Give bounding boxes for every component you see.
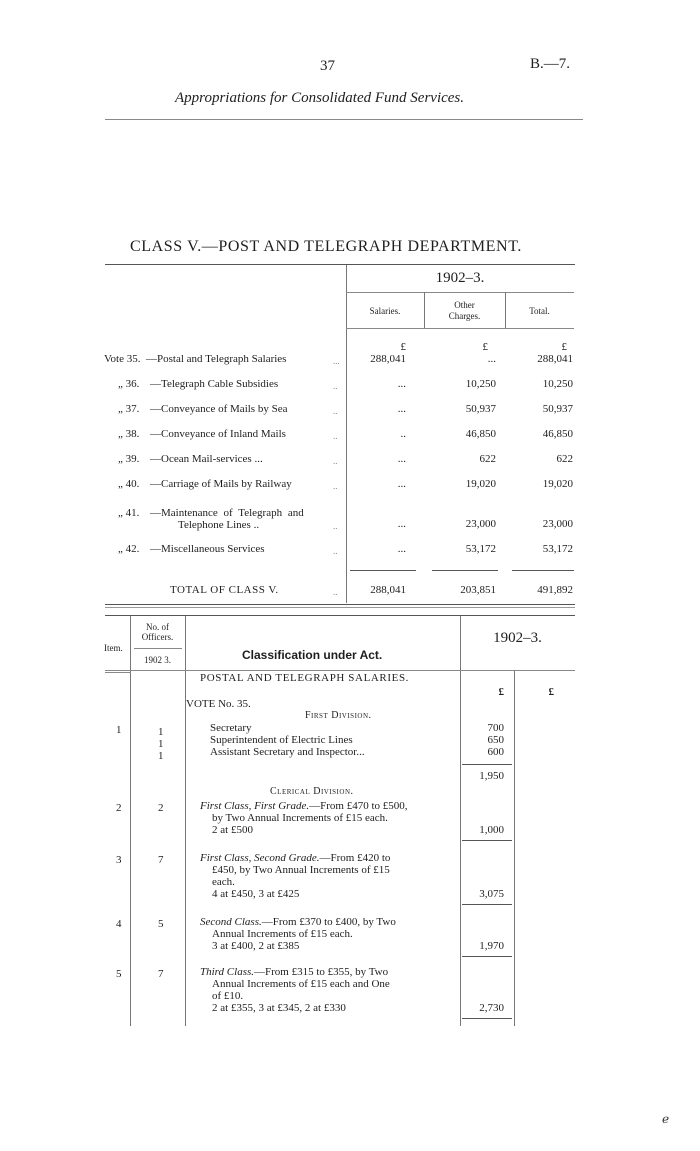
vote-number: „ 40.	[118, 478, 140, 490]
col-total-header: Total.	[529, 306, 550, 316]
salaries-value: ..	[400, 428, 406, 440]
officer-count: 5	[158, 918, 164, 930]
leader-dots: ..	[333, 587, 338, 597]
header-rule	[105, 119, 583, 120]
position-title: Superintendent of Electric Lines	[210, 734, 353, 746]
officer-count: 7	[158, 968, 164, 980]
vote-number: Vote 35.	[104, 353, 141, 365]
sum-rule	[432, 570, 498, 571]
other-charges-value: 23,000	[465, 518, 496, 530]
officer-count: 1	[158, 738, 164, 750]
vote-number: „ 41.	[118, 507, 140, 519]
salaries-value: ...	[397, 518, 406, 530]
vote-label-continued: Telephone Lines ..	[178, 519, 260, 531]
salaries-value: 288,041	[370, 353, 406, 365]
ink-mark: ℯ	[662, 1112, 670, 1126]
grade-total-amount: 1,970	[479, 940, 504, 952]
total-value: 288,041	[537, 353, 573, 365]
total-value: 622	[556, 453, 573, 465]
officer-count: 7	[158, 854, 164, 866]
position-title: Assistant Secretary and Inspector...	[210, 746, 365, 758]
other-charges-value: 53,172	[465, 543, 496, 555]
vote-number: „ 42.	[118, 543, 140, 555]
col-officers-header-line2: Officers.	[141, 632, 174, 642]
running-title: Appropriations for Consolidated Fund Services.	[175, 90, 465, 106]
grade-description-continued: of £10.	[212, 990, 244, 1002]
officer-breakdown: 3 at £400, 2 at £385	[212, 940, 300, 952]
total-value: 46,850	[542, 428, 573, 440]
vote-label: —Postal and Telegraph Salaries	[146, 353, 287, 365]
detail-year: 1902–3.	[493, 630, 542, 646]
grade-description-continued: each.	[212, 876, 235, 888]
total-label: TOTAL OF CLASS V.	[170, 584, 279, 596]
amount-rule	[462, 840, 512, 841]
detail-header-rule-item	[105, 672, 131, 673]
detail-col-divider-item	[130, 616, 131, 1026]
pound-sign: £	[548, 686, 554, 698]
leader-dots: ..	[333, 521, 338, 531]
col-salaries-header: Salaries.	[369, 306, 401, 316]
leader-dots: ..	[333, 481, 338, 491]
grade-description	[200, 852, 390, 864]
officer-breakdown: 2 at £500	[212, 824, 253, 836]
section-title: POSTAL AND TELEGRAPH SALARIES.	[200, 672, 410, 684]
salaries-value: ...	[397, 543, 406, 555]
amount-rule	[462, 956, 512, 957]
grade-description-continued: Annual Increments of £15 each and One	[212, 978, 390, 990]
grade-range: —From £370 to £400, by Two	[261, 916, 396, 928]
first-division-heading: First Division.	[305, 710, 372, 721]
officer-breakdown: 2 at £355, 3 at £345, 2 at £330	[212, 1002, 346, 1014]
grade-range: —From £315 to £355, by Two	[254, 966, 389, 978]
leader-dots: ..	[333, 381, 338, 391]
col-other-header-line2: Charges.	[448, 311, 481, 321]
vote-label: —Maintenance of Telegraph and	[150, 507, 304, 519]
grade-description-continued: Annual Increments of £15 each.	[212, 928, 353, 940]
position-title: Secretary	[210, 722, 252, 734]
vote-label: —Telegraph Cable Subsidies	[150, 378, 279, 390]
other-charges-value: ...	[487, 353, 496, 365]
grade-description	[200, 966, 388, 978]
sum-rule	[350, 570, 416, 571]
grade-range: —From £470 to £500,	[309, 800, 408, 812]
summary-header-divider-1	[424, 292, 425, 328]
grade-name: First Class, Second Grade.	[200, 852, 320, 864]
pound-sign: £	[498, 686, 504, 698]
vote-label: —Ocean Mail-services ...	[150, 453, 263, 465]
other-charges-value: 46,850	[465, 428, 496, 440]
item-number: 3	[116, 854, 122, 866]
page-number: 37	[320, 58, 335, 74]
total-salaries: 288,041	[370, 584, 406, 596]
pound-sign: £	[561, 341, 567, 353]
item-number: 2	[116, 802, 122, 814]
grade-total-amount: 3,075	[479, 888, 504, 900]
grade-description-continued: by Two Annual Increments of £15 each.	[212, 812, 388, 824]
total-other-charges: 203,851	[460, 584, 496, 596]
subtotal-amount: 1,950	[479, 770, 504, 782]
vote-number: „ 38.	[118, 428, 140, 440]
grade-name: Third Class.	[200, 966, 255, 978]
detail-col-divider-officers	[185, 616, 186, 1026]
total-value: 23,000	[542, 518, 573, 530]
class-heading: CLASS V.—POST AND TELEGRAPH DEPARTMENT.	[130, 238, 522, 255]
col-other-header-line1: Other	[454, 300, 475, 310]
vote-label: —Conveyance of Inland Mails	[150, 428, 286, 440]
summary-bottom-rule-2	[105, 607, 575, 608]
grade-total-amount: 2,730	[479, 1002, 504, 1014]
vote-label: —Conveyance of Mails by Sea	[150, 403, 288, 415]
officer-count: 2	[158, 802, 164, 814]
other-charges-value: 10,250	[465, 378, 496, 390]
subtotal-rule	[462, 764, 512, 765]
leader-dots: ..	[333, 431, 338, 441]
pound-sign: £	[400, 341, 406, 353]
grade-description	[200, 916, 396, 928]
other-charges-value: 50,937	[465, 403, 496, 415]
grade-total-amount: 1,000	[479, 824, 504, 836]
grade-description	[200, 800, 408, 812]
item-number: 4	[116, 918, 122, 930]
vote-number: „ 39.	[118, 453, 140, 465]
col-classification-header: Classification under Act.	[242, 648, 383, 662]
leader-dots: ...	[333, 356, 340, 366]
salaries-value: ...	[397, 478, 406, 490]
salaries-value: ...	[397, 403, 406, 415]
grand-total: 491,892	[537, 584, 573, 596]
salary-amount: 700	[487, 722, 504, 734]
grade-description-continued: £450, by Two Annual Increments of £15	[212, 864, 390, 876]
other-charges-value: 19,020	[465, 478, 496, 490]
summary-year: 1902–3.	[435, 270, 485, 286]
summary-top-rule	[105, 264, 575, 265]
summary-year-rule	[346, 292, 574, 293]
officer-count: 1	[158, 726, 164, 738]
vote-label: —Carriage of Mails by Railway	[150, 478, 292, 490]
col-officers-header-line1: No. of	[146, 622, 169, 632]
col-item-header: Item.	[104, 643, 123, 653]
officer-breakdown: 4 at £450, 3 at £425	[212, 888, 300, 900]
vote-number: „ 37.	[118, 403, 140, 415]
detail-col-divider-amounts	[460, 616, 461, 1026]
salary-amount: 600	[487, 746, 504, 758]
leader-dots: ..	[333, 456, 338, 466]
grade-name: First Class, First Grade.	[200, 800, 310, 812]
leader-dots: ..	[333, 546, 338, 556]
pound-sign: £	[482, 341, 488, 353]
item-number: 1	[116, 724, 122, 736]
grade-name: Second Class.	[200, 916, 262, 928]
officer-count: 1	[158, 750, 164, 762]
detail-header-rule	[105, 670, 575, 671]
document-reference: B.—7.	[530, 56, 571, 72]
leader-dots: ..	[333, 406, 338, 416]
other-charges-value: 622	[479, 453, 496, 465]
salaries-value: ...	[397, 453, 406, 465]
total-value: 50,937	[542, 403, 573, 415]
summary-header-rule	[346, 328, 574, 329]
detail-col-divider-totals	[514, 670, 515, 1026]
amount-rule	[462, 904, 512, 905]
total-value: 19,020	[542, 478, 573, 490]
detail-top-rule	[105, 615, 575, 616]
vote-number: „ 36.	[118, 378, 140, 390]
salaries-value: ...	[397, 378, 406, 390]
salary-amount: 650	[487, 734, 504, 746]
total-value: 10,250	[542, 378, 573, 390]
item-number: 5	[116, 968, 122, 980]
clerical-division-heading: Clerical Division.	[270, 786, 354, 797]
grade-range: —From £420 to	[319, 852, 391, 864]
summary-bottom-rule	[105, 604, 575, 605]
officers-header-rule	[134, 648, 182, 649]
sum-rule	[512, 570, 574, 571]
vote-heading: VOTE No. 35.	[186, 698, 251, 710]
vote-label: —Miscellaneous Services	[150, 543, 265, 555]
total-value: 53,172	[542, 543, 573, 555]
col-officers-year: 1902 3.	[144, 655, 171, 665]
amount-rule	[462, 1018, 512, 1019]
